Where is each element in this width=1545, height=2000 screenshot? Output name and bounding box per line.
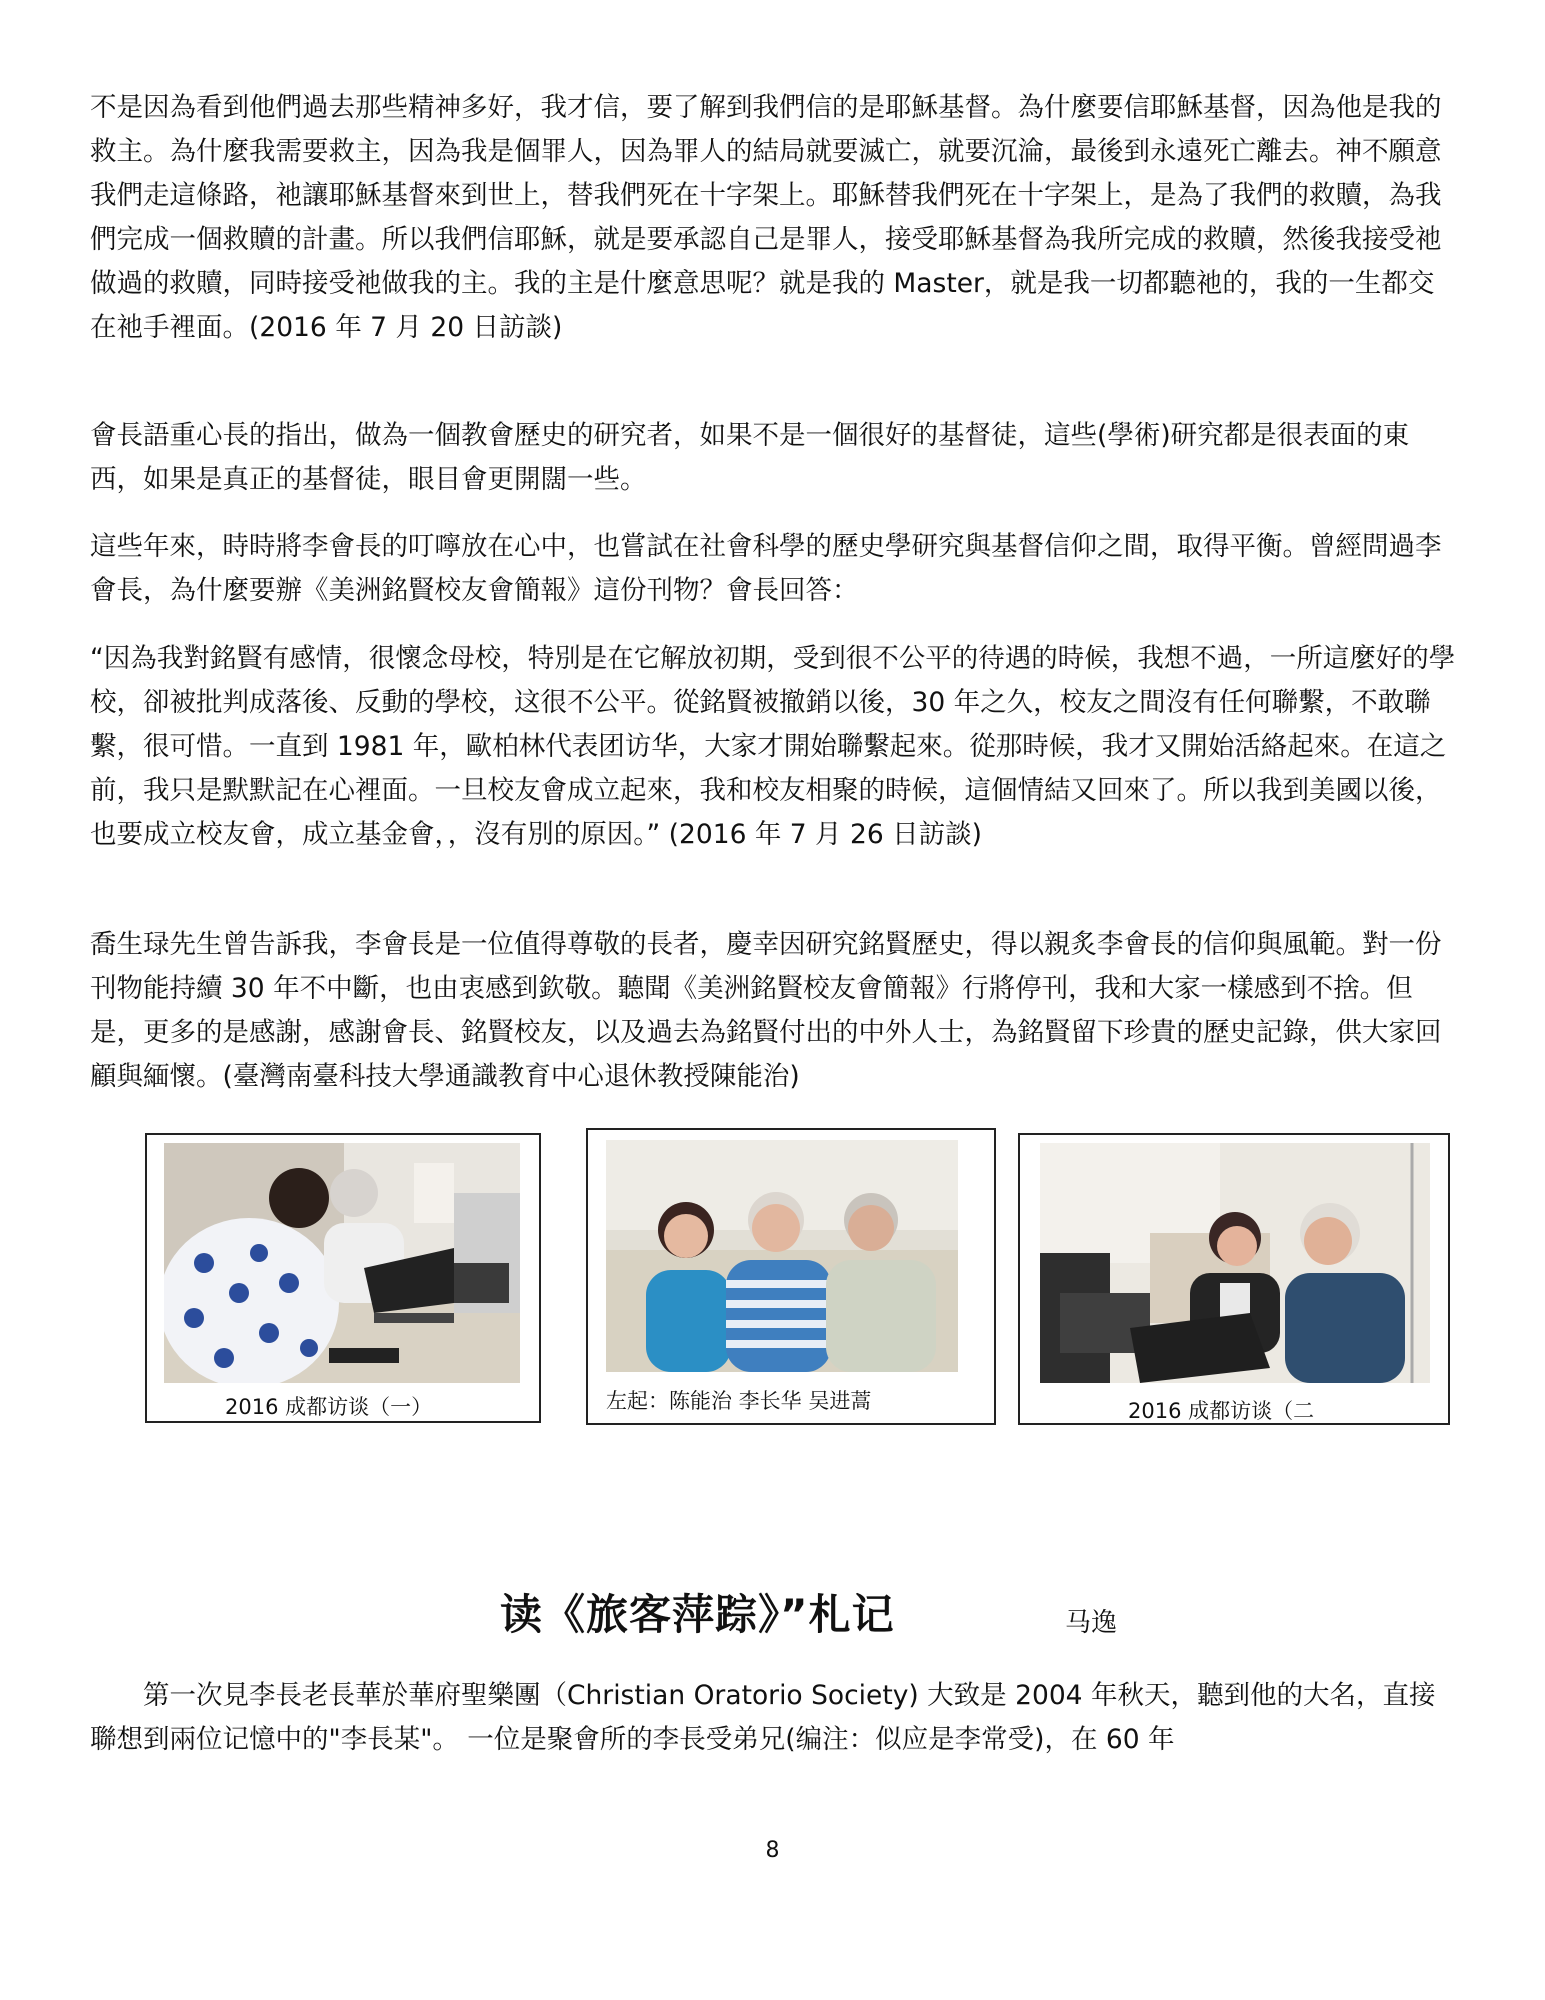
photo-frame-1 bbox=[145, 1133, 541, 1423]
photo-caption-1: 2016 成都访谈（一） bbox=[225, 1395, 433, 1419]
photo-group-portrait bbox=[606, 1140, 958, 1372]
photo-interview-1 bbox=[164, 1143, 520, 1383]
article-author: 马逸 bbox=[1065, 1608, 1118, 1638]
photo-frame-3 bbox=[1018, 1133, 1450, 1425]
paragraph-4-quote: “因為我對銘賢有感情，很懷念母校，特別是在它解放初期，受到很不公平的待遇的時候，我想不過，一所這麼好的學校，卻被批判成落後、反動的學校，这很不公平。從銘賢被撤銷以後，30 年之久，校友之間沒有任何聯繫，不敢聯繫，很可惜。一直到 1981 年，歐柏林代表团访华，大家才開始聯繫起來。從那時候，我才又開始活絡起來。在這之前，我只是默默記在心裡面。一旦校友會成立起來，我和校友相聚的時候，這個情結又回來了。所以我到美國以後，也要成立校友會，成立基金會，，沒有別的原因。” (2016 年 7 月 26 日訪談) bbox=[90, 643, 1456, 850]
photo-caption-3: 2016 成都访谈（二 bbox=[1128, 1399, 1315, 1423]
paragraph-5: 喬生琭先生曾告訴我，李會長是一位值得尊敬的長者，慶幸因研究銘賢歷史，得以親炙李會長的信仰與風範。對一份刊物能持續 30 年不中斷，也由衷感到欽敬。聽聞《美洲銘賢校友會簡報》行將停刊，我和大家一樣感到不捨。但是，更多的是感謝，感謝會長、銘賢校友，以及過去為銘賢付出的中外人士，為銘賢留下珍貴的歷史記錄，供大家回顧與緬懷。(臺灣南臺科技大學通識教育中心退休教授陳能治) bbox=[90, 929, 1442, 1092]
paragraph-2: 會長語重心長的指出，做為一個教會歷史的研究者，如果不是一個很好的基督徒，這些(學術)研究都是很表面的東西，如果是真正的基督徒，眼目會更開闊一些。 bbox=[90, 420, 1410, 495]
photo-interview-2 bbox=[1040, 1143, 1430, 1383]
paragraph-3: 這些年來，時時將李會長的叮嚀放在心中，也嘗試在社會科學的歷史學研究與基督信仰之間，取得平衡。曾經問過李會長，為什麼要辦《美洲銘賢校友會簡報》這份刊物？會長回答： bbox=[90, 531, 1442, 606]
photo-frame-2 bbox=[586, 1128, 996, 1425]
article-title: 读《旅客萍踪》”札记 bbox=[500, 1590, 895, 1639]
article-first-paragraph: 第一次見李長老長華於華府聖樂團（Christian Oratorio Society) 大致是 2004 年秋天，聽到他的大名，直接聯想到兩位记憶中的"李長某"。 一位是聚會所的李長受弟兄(编注：似应是李常受)，在 60 年 bbox=[90, 1680, 1436, 1755]
paragraph-1: 不是因為看到他們過去那些精神多好，我才信，要了解到我們信的是耶穌基督。為什麼要信耶穌基督，因為他是我的救主。為什麼我需要救主，因為我是個罪人，因為罪人的結局就要滅亡，就要沉淪，最後到永遠死亡離去。神不願意我們走這條路，祂讓耶穌基督來到世上，替我們死在十字架上。耶穌替我們死在十字架上，是為了我們的救贖，為我們完成一個救贖的計畫。所以我們信耶穌，就是要承認自己是罪人，接受耶穌基督為我所完成的救贖，然後我接受祂做過的救贖，同時接受祂做我的主。我的主是什麼意思呢？就是我的 Master，就是我一切都聽祂的，我的一生都交在祂手裡面。(2016 年 7 月 20 日訪談) bbox=[90, 92, 1442, 343]
page-number: 8 bbox=[765, 1838, 780, 1863]
photo-caption-2: 左起：陈能治 李长华 吴进蒿 bbox=[606, 1389, 872, 1413]
